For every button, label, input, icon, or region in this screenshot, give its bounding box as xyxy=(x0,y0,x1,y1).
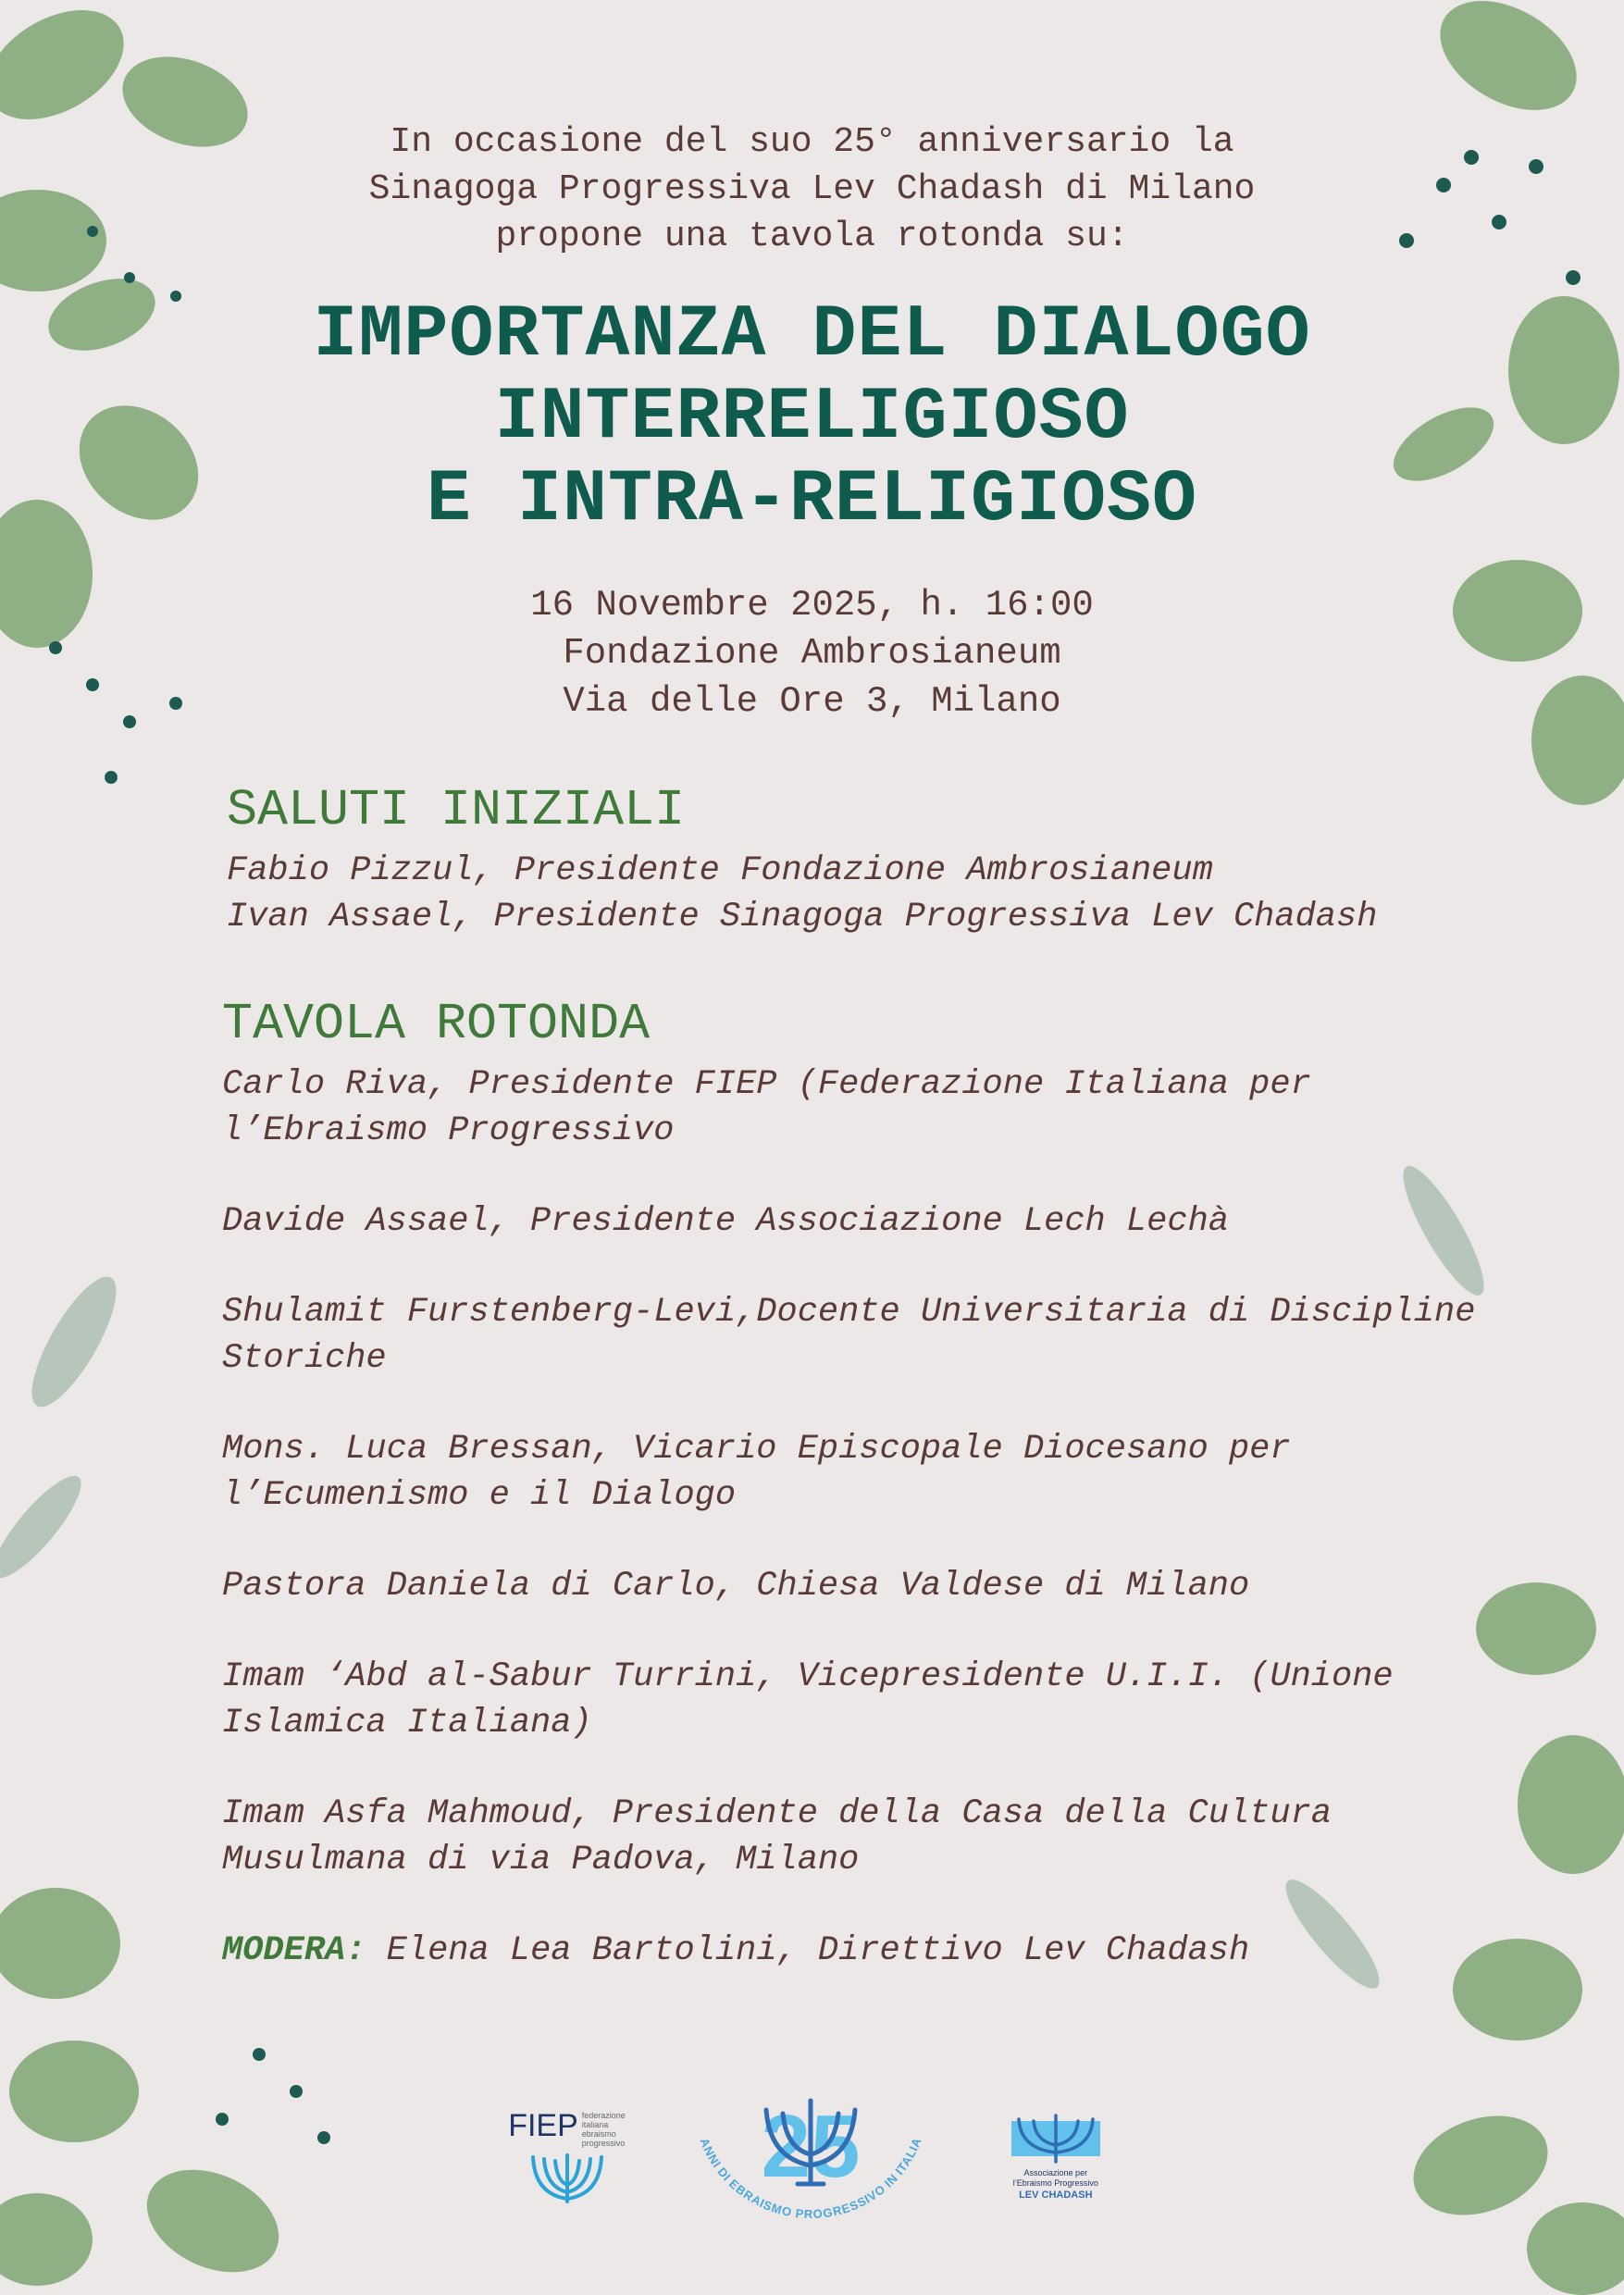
panelist-line: Imam ‘Abd al-Sabur Turrini, Vicepresidente U.I.I. (Unione xyxy=(222,1657,1394,1696)
anniversary-number: 25 xyxy=(761,2097,861,2196)
fiep-logo-subtitle xyxy=(582,2108,626,2148)
panelist-list xyxy=(222,1061,1624,1974)
panelist xyxy=(222,1654,1624,1746)
moderator xyxy=(222,1928,1624,1974)
intro-line: In occasione del suo 25° anniversario la xyxy=(390,122,1234,162)
lev-chadash-menorah-icon xyxy=(1008,2112,1104,2164)
fiep-logo-header xyxy=(508,2108,626,2148)
greetings-speaker: Ivan Assael, Presidente Sinagoga Progressiva Lev Chadash xyxy=(227,898,1378,937)
lev-chadash-logo xyxy=(996,2112,1116,2202)
lev-chadash-line: l’Ebraismo Progressivo xyxy=(1012,2177,1098,2188)
intro-line: Sinagoga Progressiva Lev Chadash di Milano xyxy=(368,169,1256,209)
title-line: E INTRA-RELIGIOSO xyxy=(426,458,1198,542)
panelist xyxy=(222,1289,1624,1382)
event-venue: Fondazione Ambrosianeum xyxy=(563,633,1061,674)
fiep-subtitle-line: italiana xyxy=(581,2119,609,2129)
fiep-subtitle-line: progressivo xyxy=(581,2138,626,2148)
anniversary-ring-text: ANNI DI EBRAISMO PROGRESSIVO IN ITALIA xyxy=(697,2136,924,2222)
panelist xyxy=(222,1791,1624,1883)
title-line: INTERRELIGIOSO xyxy=(494,376,1130,460)
fiep-logo-name: FIEP xyxy=(508,2107,578,2143)
fiep-logo xyxy=(508,2108,626,2205)
panelist xyxy=(222,1563,1624,1609)
panelist-line: Carlo Riva, Presidente FIEP (Federazione Italiana per xyxy=(222,1065,1311,1104)
lev-chadash-name: LEV CHADASH xyxy=(1019,2189,1093,2201)
fiep-subtitle-line: ebraismo xyxy=(581,2128,616,2139)
panelist-line: Islamica Italiana) xyxy=(222,1704,592,1743)
round-table-heading: TAVOLA ROTONDA xyxy=(222,995,651,1053)
panelist-line: Musulmana di via Padova, Milano xyxy=(222,1841,860,1879)
event-date-time: 16 Novembre 2025, h. 16:00 xyxy=(530,585,1094,626)
title-line: IMPORTANZA DEL DIALOGO xyxy=(313,293,1311,378)
moderator-label: MODERA: xyxy=(222,1931,366,1970)
panelist xyxy=(222,1061,1624,1154)
panelist xyxy=(222,1198,1624,1245)
event-details xyxy=(0,581,1624,726)
partner-logos xyxy=(0,2073,1624,2239)
anniversary-25-logo xyxy=(690,2073,931,2239)
panelist-line: Mons. Luca Bressan, Vicario Episcopale Diocesano per xyxy=(222,1430,1291,1469)
panelist-line: Davide Assael, Presidente Associazione Lech Lechà xyxy=(222,1202,1229,1241)
menorah-icon xyxy=(526,2148,609,2205)
panelist-line: Imam Asfa Mahmoud, Presidente della Casa della Cultura xyxy=(222,1794,1332,1833)
greetings-heading: SALUTI INIZIALI xyxy=(227,781,686,839)
fiep-subtitle-line: federazione xyxy=(581,2110,626,2120)
panelist-line: Shulamit Furstenberg-Levi,Docente Universitaria di Discipline xyxy=(222,1293,1476,1332)
panelist-line: Pastora Daniela di Carlo, Chiesa Valdese di Milano xyxy=(222,1567,1250,1606)
moderator-name: Elena Lea Bartolini, Direttivo Lev Chadash xyxy=(386,1931,1250,1970)
event-title xyxy=(0,294,1624,541)
lev-chadash-line: Associazione per xyxy=(1023,2167,1088,2177)
panelist-line: l’Ebraismo Progressivo xyxy=(222,1111,675,1150)
intro-text xyxy=(0,118,1624,260)
event-address: Via delle Ore 3, Milano xyxy=(563,681,1061,722)
panelist-line: l’Ecumenismo e il Dialogo xyxy=(222,1476,737,1515)
intro-line: propone una tavola rotonda su: xyxy=(495,217,1129,256)
panelist-line: Storiche xyxy=(222,1339,387,1378)
panelist xyxy=(222,1426,1624,1519)
greetings-speaker: Fabio Pizzul, Presidente Fondazione Ambrosianeum xyxy=(227,851,1213,890)
greetings-list xyxy=(227,848,1624,940)
